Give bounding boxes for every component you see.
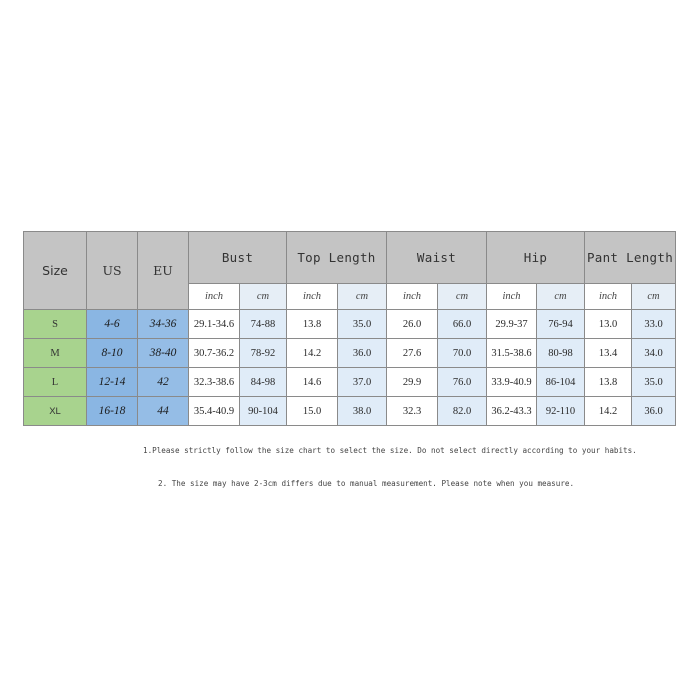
bust-cm-cell: 78-92 (240, 339, 287, 368)
table-row (24, 310, 676, 339)
waist-cm-cell: 76.0 (438, 368, 487, 397)
top-length-inch-cell: 14.6 (287, 368, 338, 397)
size-cell: M (24, 339, 87, 368)
waist-cm-cell: 82.0 (438, 397, 487, 426)
unit-label: cm (537, 284, 585, 310)
pant-length-inch-cell: 13.4 (585, 339, 632, 368)
size-cell: S (24, 310, 87, 339)
bust-inch-cell: 29.1-34.6 (189, 310, 240, 339)
bust-inch-cell: 35.4-40.9 (189, 397, 240, 426)
unit-label: cm (338, 284, 387, 310)
header-size: Size (24, 232, 87, 310)
eu-size-cell: 38-40 (138, 339, 189, 368)
waist-inch-cell: 32.3 (387, 397, 438, 426)
pant-length-cm-cell: 34.0 (632, 339, 676, 368)
hip-cm-cell: 86-104 (537, 368, 585, 397)
hip-cm-cell: 92-110 (537, 397, 585, 426)
header-eu: EU (138, 232, 189, 310)
unit-label: cm (438, 284, 487, 310)
bust-inch-cell: 32.3-38.6 (189, 368, 240, 397)
table-row (24, 397, 676, 426)
size-cell: XL (24, 397, 87, 426)
us-size-cell: 12-14 (87, 368, 138, 397)
us-size-cell: 16-18 (87, 397, 138, 426)
hip-cm-cell: 76-94 (537, 310, 585, 339)
us-size-cell: 8-10 (87, 339, 138, 368)
top-length-cm-cell: 35.0 (338, 310, 387, 339)
eu-size-cell: 42 (138, 368, 189, 397)
hip-inch-cell: 36.2-43.3 (487, 397, 537, 426)
pant-length-inch-cell: 14.2 (585, 397, 632, 426)
hip-inch-cell: 29.9-37 (487, 310, 537, 339)
unit-label: inch (387, 284, 438, 310)
table-row (24, 339, 676, 368)
waist-cm-cell: 70.0 (438, 339, 487, 368)
header-waist: Waist (387, 232, 487, 284)
header-top-length: Top Length (287, 232, 387, 284)
bust-cm-cell: 84-98 (240, 368, 287, 397)
waist-inch-cell: 26.0 (387, 310, 438, 339)
top-length-inch-cell: 15.0 (287, 397, 338, 426)
bust-cm-cell: 74-88 (240, 310, 287, 339)
eu-size-cell: 44 (138, 397, 189, 426)
waist-inch-cell: 27.6 (387, 339, 438, 368)
header-pant-length: Pant Length (585, 232, 676, 284)
top-length-cm-cell: 36.0 (338, 339, 387, 368)
waist-inch-cell: 29.9 (387, 368, 438, 397)
eu-size-cell: 34-36 (138, 310, 189, 339)
hip-cm-cell: 80-98 (537, 339, 585, 368)
top-length-cm-cell: 38.0 (338, 397, 387, 426)
header-us: US (87, 232, 138, 310)
header-bust: Bust (189, 232, 287, 284)
pant-length-inch-cell: 13.8 (585, 368, 632, 397)
top-length-cm-cell: 37.0 (338, 368, 387, 397)
bust-cm-cell: 90-104 (240, 397, 287, 426)
unit-label: inch (487, 284, 537, 310)
us-size-cell: 4-6 (87, 310, 138, 339)
pant-length-cm-cell: 35.0 (632, 368, 676, 397)
header-hip: Hip (487, 232, 585, 284)
size-note-2: 2. The size may have 2-3cm differs due to manual measurement. Please note when you measure. (158, 479, 575, 488)
hip-inch-cell: 31.5-38.6 (487, 339, 537, 368)
pant-length-cm-cell: 36.0 (632, 397, 676, 426)
unit-label: inch (287, 284, 338, 310)
top-length-inch-cell: 14.2 (287, 339, 338, 368)
pant-length-inch-cell: 13.0 (585, 310, 632, 339)
hip-inch-cell: 33.9-40.9 (487, 368, 537, 397)
waist-cm-cell: 66.0 (438, 310, 487, 339)
top-length-inch-cell: 13.8 (287, 310, 338, 339)
table-row (24, 368, 676, 397)
size-cell: L (24, 368, 87, 397)
size-chart-table (23, 231, 676, 426)
unit-label: cm (632, 284, 676, 310)
unit-label: cm (240, 284, 287, 310)
unit-label: inch (585, 284, 632, 310)
size-note-1: 1.Please strictly follow the size chart to select the size. Do not select directly according to your habits. (143, 446, 637, 455)
pant-length-cm-cell: 33.0 (632, 310, 676, 339)
bust-inch-cell: 30.7-36.2 (189, 339, 240, 368)
unit-label: inch (189, 284, 240, 310)
